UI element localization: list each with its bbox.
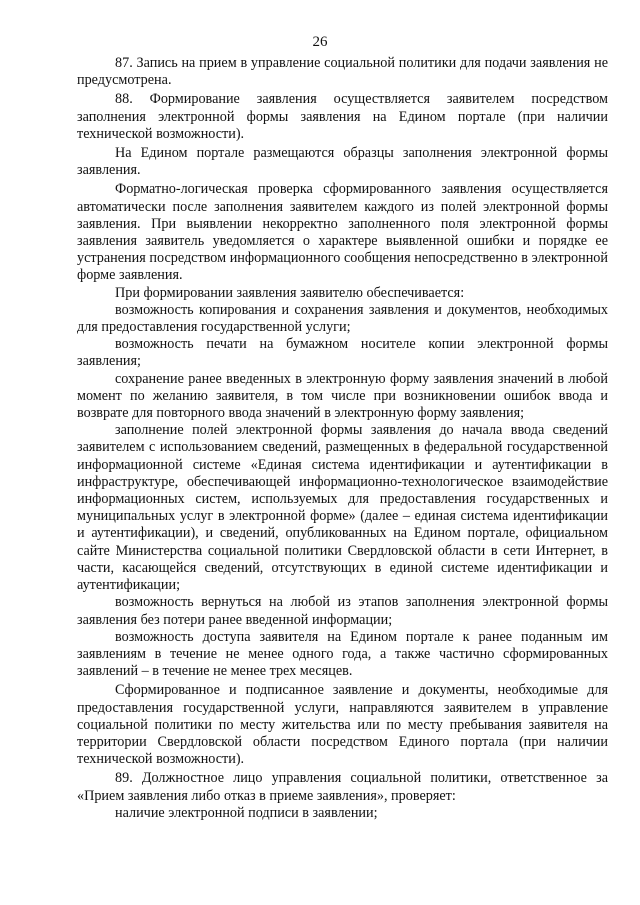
document-body bbox=[77, 55, 608, 822]
paragraph-submission: Сформированное и подписанное заявление и документы, необходимые для предоставления государственной услуги, направляются заявителем в управление социальной политики по месту жительства или по месту пребывания заявителя на территории Свердловской области посредством Единого портала (при наличии технической возможности). bbox=[77, 682, 608, 768]
paragraph-format-check: Форматно-логическая проверка сформированного заявления осуществляется автоматически после заполнения заявителем каждого из полей электронной формы заявления. При выявлении некорректно заполненного поля электронной формы заявления заявитель уведомляется о характере выявленной ошибки и порядке ее устранения посредством информационного сообщения непосредственно в электронной форме заявления. bbox=[77, 181, 608, 284]
paragraph-access-history: возможность доступа заявителя на Едином портале к ранее поданным им заявлениям в течение не менее одного года, а также частично сформированных заявлений – в течение не менее трех месяцев. bbox=[77, 628, 608, 680]
paragraph-signature-check: наличие электронной подписи в заявлении; bbox=[115, 804, 378, 821]
page-number: 26 bbox=[312, 34, 328, 50]
paragraph-88: 88. Формирование заявления осуществляется заявителем посредством заполнения электронной формы заявления на Едином портале (при наличии технической возможности). bbox=[77, 91, 608, 142]
paragraph-87: 87. Запись на прием в управление социальной политики для подачи заявления не предусмотрена. bbox=[77, 55, 608, 89]
paragraph-provisions-intro: При формировании заявления заявителю обеспечивается: bbox=[115, 284, 465, 301]
paragraph-print: возможность печати на бумажном носителе копии электронной формы заявления; bbox=[77, 336, 608, 370]
paragraph-autofill: заполнение полей электронной формы заявления до начала ввода сведений заявителем с использованием сведений, размещенных в федеральной государственной информационной системе «Единая система идентификации и аутентификации в инфраструктуре, обеспечивающей информационно-технологическое взаимодействие информационных систем, используемых для предоставления государственных и муниципальных услуг в электронной форме» (далее – единая система идентификации и аутентификации), и сведений, опубликованных на Едином портале, официальном сайте Министерства социальной политики Свердловской области в сети Интернет, в части, касающейся сведений, отсутствующих в единой системе идентификации и аутентификации; bbox=[77, 422, 608, 594]
paragraph-copy-save: возможность копирования и сохранения заявления и документов, необходимых для предоставления государственной услуги; bbox=[77, 301, 608, 336]
paragraph-save-values: сохранение ранее введенных в электронную форму заявления значений в любой момент по желанию заявителя, в том числе при возникновении ошибок ввода и возврате для повторного ввода значений в электронную форму заявления; bbox=[77, 370, 608, 422]
paragraph-return-step: возможность вернуться на любой из этапов заполнения электронной формы заявления без потери ранее введенной информации; bbox=[77, 594, 608, 628]
paragraph-samples: На Едином портале размещаются образцы заполнения электронной формы заявления. bbox=[77, 145, 608, 179]
paragraph-89: 89. Должностное лицо управления социальной политики, ответственное за «Прием заявления либо отказ в приеме заявления», проверяет: bbox=[77, 770, 608, 804]
